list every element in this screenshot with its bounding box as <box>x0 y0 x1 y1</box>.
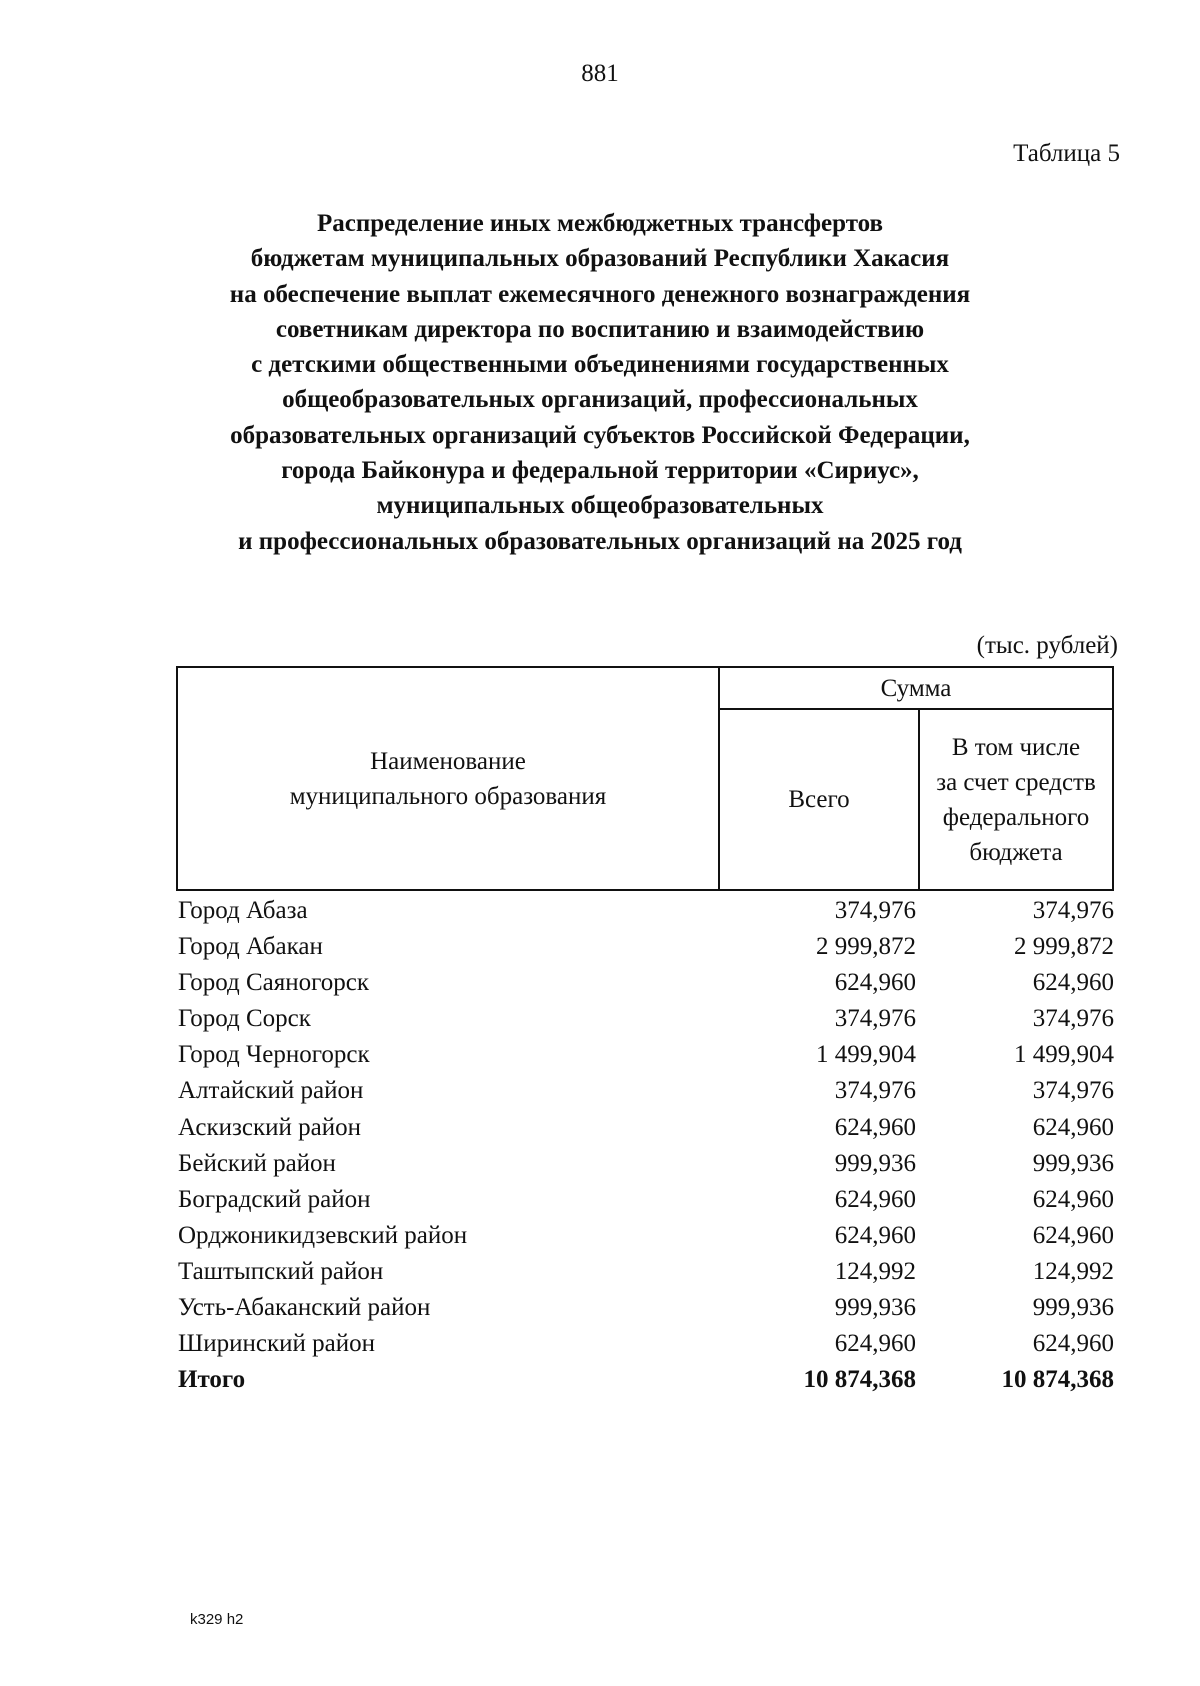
table-row <box>176 1182 1116 1218</box>
total-row-total: 10 874,368 <box>803 1366 916 1394</box>
row-name: Город Сорск <box>178 1005 311 1033</box>
row-federal: 1 499,904 <box>1014 1041 1114 1069</box>
page-number: 881 <box>581 60 619 87</box>
row-name: Город Черногорск <box>178 1041 370 1069</box>
title-line: с детскими общественными объединениями государственных <box>251 351 949 379</box>
table-row <box>176 1073 1116 1109</box>
title-line: советникам директора по воспитанию и взаимодействию <box>275 315 925 343</box>
row-total: 1 499,904 <box>816 1041 916 1069</box>
title-line: на обеспечение выплат ежемесячного денежного вознаграждения <box>229 280 971 308</box>
header-federal-line: бюджета <box>969 838 1063 866</box>
row-total: 2 999,872 <box>816 933 916 961</box>
header-name-line: Наименование <box>370 747 526 775</box>
table-row <box>176 965 1116 1001</box>
row-name: Ширинский район <box>178 1330 375 1358</box>
row-federal: 124,992 <box>1032 1257 1114 1285</box>
title-line: общеобразовательных организаций, профессиональных <box>282 386 918 414</box>
table-row <box>176 893 1116 929</box>
row-federal: 374,976 <box>1032 897 1114 924</box>
table-row <box>176 1146 1116 1182</box>
row-total: 374,976 <box>834 1005 916 1033</box>
row-name: Бейский район <box>178 1149 336 1177</box>
table-header <box>176 666 1114 891</box>
title-line: муниципальных общеобразовательных <box>376 492 824 520</box>
table-row <box>176 1037 1116 1073</box>
row-name: Усть-Абаканский район <box>178 1294 431 1322</box>
row-total: 624,960 <box>834 1221 916 1249</box>
row-federal: 624,960 <box>1032 1113 1114 1141</box>
header-total-cell: Всего <box>720 710 920 889</box>
table-label: Таблица 5 <box>1013 140 1120 167</box>
title-line: и профессиональных образовательных организаций на 2025 год <box>238 527 962 555</box>
header-federal-line: федерального <box>942 803 1090 831</box>
units-label: (тыс. рублей) <box>976 632 1118 659</box>
table-row <box>176 1290 1116 1326</box>
row-total: 374,976 <box>834 1077 916 1105</box>
row-name: Аскизский район <box>178 1113 362 1141</box>
row-federal: 999,936 <box>1032 1149 1114 1177</box>
title-line: бюджетам муниципальных образований Республики Хакасия <box>250 245 950 273</box>
row-name: Город Саяногорск <box>178 969 370 997</box>
row-name: Город Абаза <box>178 897 308 924</box>
row-name: Город Абакан <box>178 933 323 961</box>
table-row <box>176 929 1116 965</box>
header-name-line: муниципального образования <box>289 782 607 810</box>
table-row <box>176 1001 1116 1037</box>
row-name: Орджоникидзевский район <box>178 1221 468 1249</box>
row-total: 999,936 <box>834 1294 916 1322</box>
table-row <box>176 1326 1116 1362</box>
row-federal: 999,936 <box>1032 1294 1114 1322</box>
row-total: 124,992 <box>834 1257 916 1285</box>
title-line: города Байконура и федеральной территории «Сириус», <box>281 457 919 485</box>
table-body <box>176 893 1116 1398</box>
row-total: 624,960 <box>834 1113 916 1141</box>
row-total: 624,960 <box>834 969 916 997</box>
header-name-cell <box>178 668 720 889</box>
header-federal-line: В том числе <box>951 733 1081 761</box>
row-name: Таштыпский район <box>178 1257 384 1285</box>
row-federal: 624,960 <box>1032 1221 1114 1249</box>
header-federal-line: за счет средств <box>936 768 1096 796</box>
row-total: 374,976 <box>834 897 916 924</box>
row-federal: 624,960 <box>1032 1330 1114 1358</box>
row-federal: 624,960 <box>1032 1185 1114 1213</box>
title-line: Распределение иных межбюджетных трансфертов <box>316 210 884 237</box>
total-row <box>176 1362 1116 1398</box>
row-federal: 624,960 <box>1032 969 1114 997</box>
table-row <box>176 1110 1116 1146</box>
table-row <box>176 1218 1116 1254</box>
header-sum-cell: Сумма <box>720 668 1112 710</box>
row-federal: 2 999,872 <box>1014 933 1114 961</box>
document-title <box>0 206 1200 559</box>
row-name: Алтайский район <box>178 1077 364 1105</box>
title-line: образовательных организаций субъектов Российской Федерации, <box>230 421 970 449</box>
row-total: 999,936 <box>834 1149 916 1177</box>
row-total: 624,960 <box>834 1185 916 1213</box>
row-total: 624,960 <box>834 1330 916 1358</box>
header-federal-cell <box>920 710 1112 889</box>
total-row-name: Итого <box>178 1366 246 1394</box>
row-federal: 374,976 <box>1032 1005 1114 1033</box>
row-federal: 374,976 <box>1032 1077 1114 1105</box>
table-row <box>176 1254 1116 1290</box>
row-name: Боградский район <box>178 1185 371 1213</box>
total-row-federal: 10 874,368 <box>1001 1366 1114 1394</box>
footer-code: k329 h2 <box>190 1611 244 1628</box>
